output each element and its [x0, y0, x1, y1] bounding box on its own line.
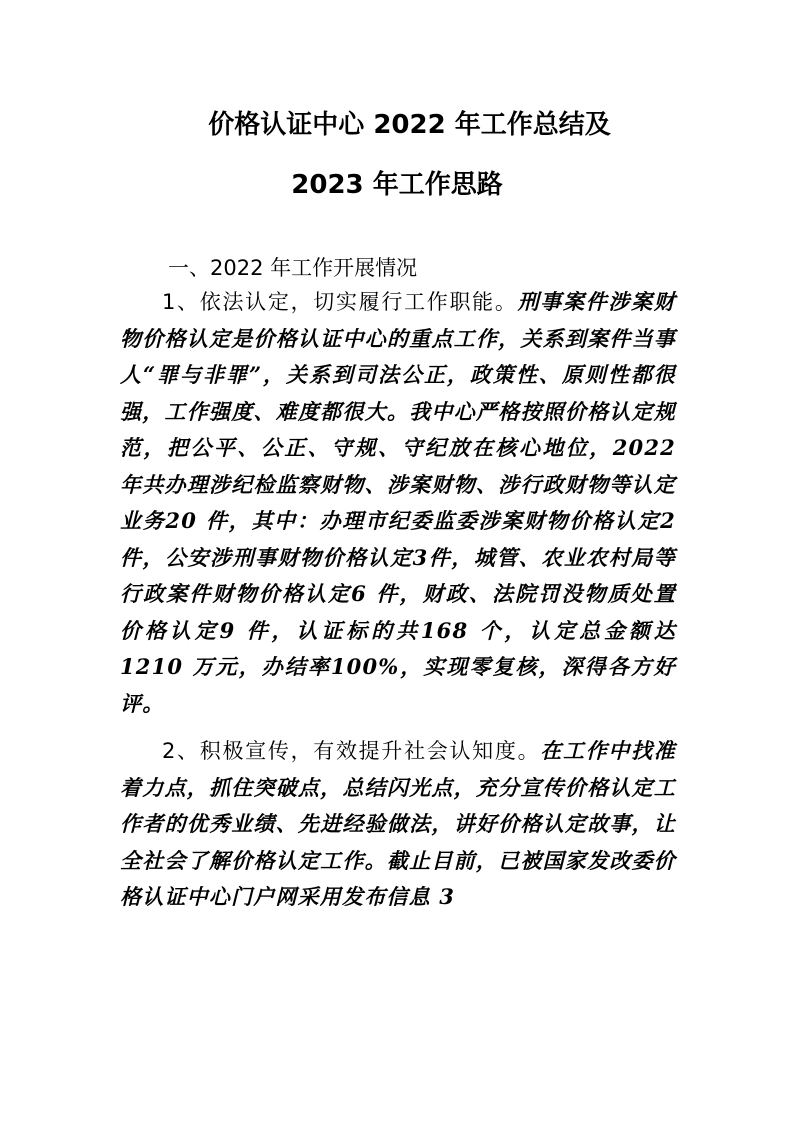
item1-lead: 1、依法认定，切实履行工作职能。: [162, 290, 518, 314]
section1-heading: 一、2022 年工作开展情况: [168, 256, 418, 280]
paragraph-item2: [120, 733, 676, 916]
item2-lead: 2、积极宣传，有效提升社会认知度。: [162, 739, 541, 763]
item1-body: 刑事案件涉案财物价格认定是价格认证中心的重点工作，关系到案件当事人“罪与非罪”，关系到司法公正，政策性、原则性都很强，工作强度、难度都很大。我中心严格按照价格认定规范，把公平、公正、守规、守纪放在核心地位，2022 年共办理涉纪检监察财物、涉案财物、涉行政财物等认定业务20 件，其中：办理市纪委监委涉案财物价格认定2 件，公安涉刑事财物价格认定3件，城管、农业农村局等行政案件财物价格认定6 件，财政、法院罚没物质处置价格认定9 件，认证标的共168 个，认定总金额达1210 万元，办结率100%，实现零复核，深得各方好评。: [120, 289, 677, 716]
document-title-line2: 2023 年工作思路: [291, 170, 503, 200]
item2-body: 在工作中找准着力点，抓住突破点，总结闪光点，充分宣传价格认定工作者的优秀业绩、先进经验做法，讲好价格认定故事，让全社会了解价格认定工作。截止目前，已被国家发改委价格认证中心门户网采用发布信息 3: [120, 738, 677, 909]
paragraph-item1: [120, 284, 676, 722]
document-title-line1: 价格认证中心 2022 年工作总结及: [208, 110, 611, 140]
